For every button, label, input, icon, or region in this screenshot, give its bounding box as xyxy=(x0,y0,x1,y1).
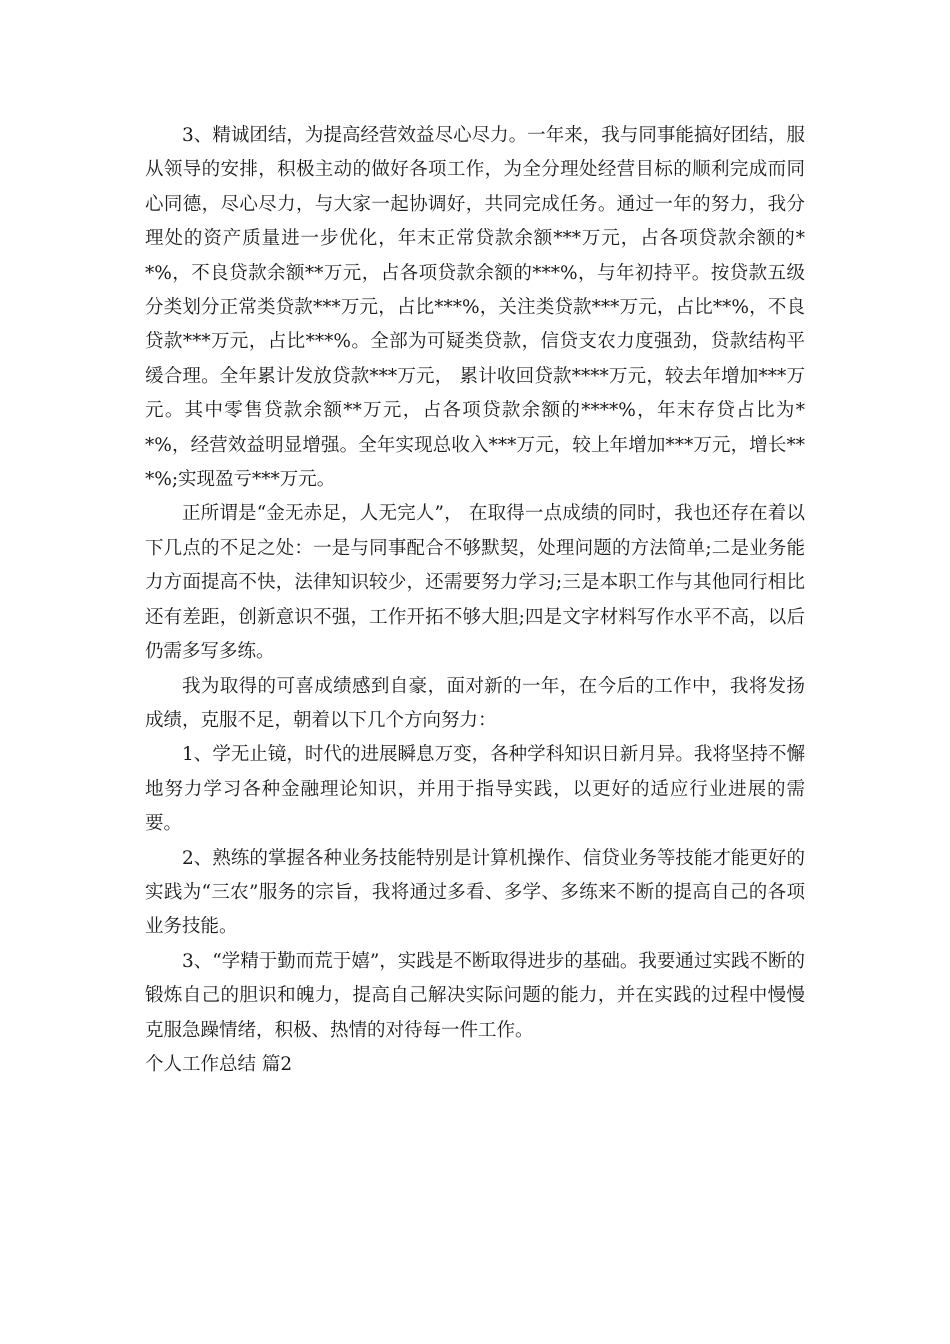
paragraph-new-year-goals: 我为取得的可喜成绩感到自豪，面对新的一年，在今后的工作中，我将发扬成绩，克服不足，朝着以下几个方向努力： xyxy=(145,675,805,731)
paragraph-shortcomings: 正所谓是“金无赤足，人无完人”， 在取得一点成绩的同时，我也还存在着以下几点的不足之处：一是与同事配合不够默契，处理问题的方法简单;二是业务能力方面提高不快，法律知识较少，还需要努力学习;三是本职工作与其他同行相比还有差距，创新意识不强，工作开拓不够大胆;四是文字材料写作水平不高，以后仍需多写多练。 xyxy=(145,503,805,663)
paragraph-unity-achievements: 3、精诚团结，为提高经营效益尽心尽力。一年来，我与同事能搞好团结，服从领导的安排，积极主动的做好各项工作，为全分理处经营目标的顺利完成而同心同德，尽心尽力，与大家一起协调好，共同完成任务。通过一年的努力，我分理处的资产质量进一步优化，年末正常贷款余额***万元，占各项贷款余额的**%，不良贷款余额**万元，占各项贷款余额的***%，与年初持平。按贷款五级分类划分正常类贷款***万元，占比***%，关注类贷款***万元，占比**%，不良贷款***万元，占比***%。全部为可疑类贷款，信贷支农力度强劲，贷款结构平缓合理。全年累计发放贷款***万元， 累计收回贷款****万元，较去年增加***万元。其中零售贷款余额**万元，占各项贷款余额的****%，年末存贷占比为**%，经营效益明显增强。全年实现总收入***万元，较上年增加***万元，增长***%;实现盈亏***万元。 xyxy=(145,125,805,491)
section-heading: 个人工作总结 篇2 xyxy=(145,1053,293,1075)
document-body xyxy=(145,119,805,1082)
paragraph-goal-study: 1、学无止镜，时代的进展瞬息万变，各种学科知识日新月异。我将坚持不懈地努力学习各种金融理论知识，并用于指导实践，以更好的适应行业进展的需要。 xyxy=(145,744,805,835)
paragraph-goal-practice: 3、“学精于勤而荒于嬉”，实践是不断取得进步的基础。我要通过实践不断的锻炼自己的胆识和魄力，提高自己解决实际问题的能力，并在实践的过程中慢慢克服急躁情绪，积极、热情的对待每一件工作。 xyxy=(145,950,805,1041)
paragraph-goal-skills: 2、熟练的掌握各种业务技能特别是计算机操作、信贷业务等技能才能更好的实践为“三农”服务的宗旨，我将通过多看、多学、多练来不断的提高自己的各项业务技能。 xyxy=(145,847,805,938)
